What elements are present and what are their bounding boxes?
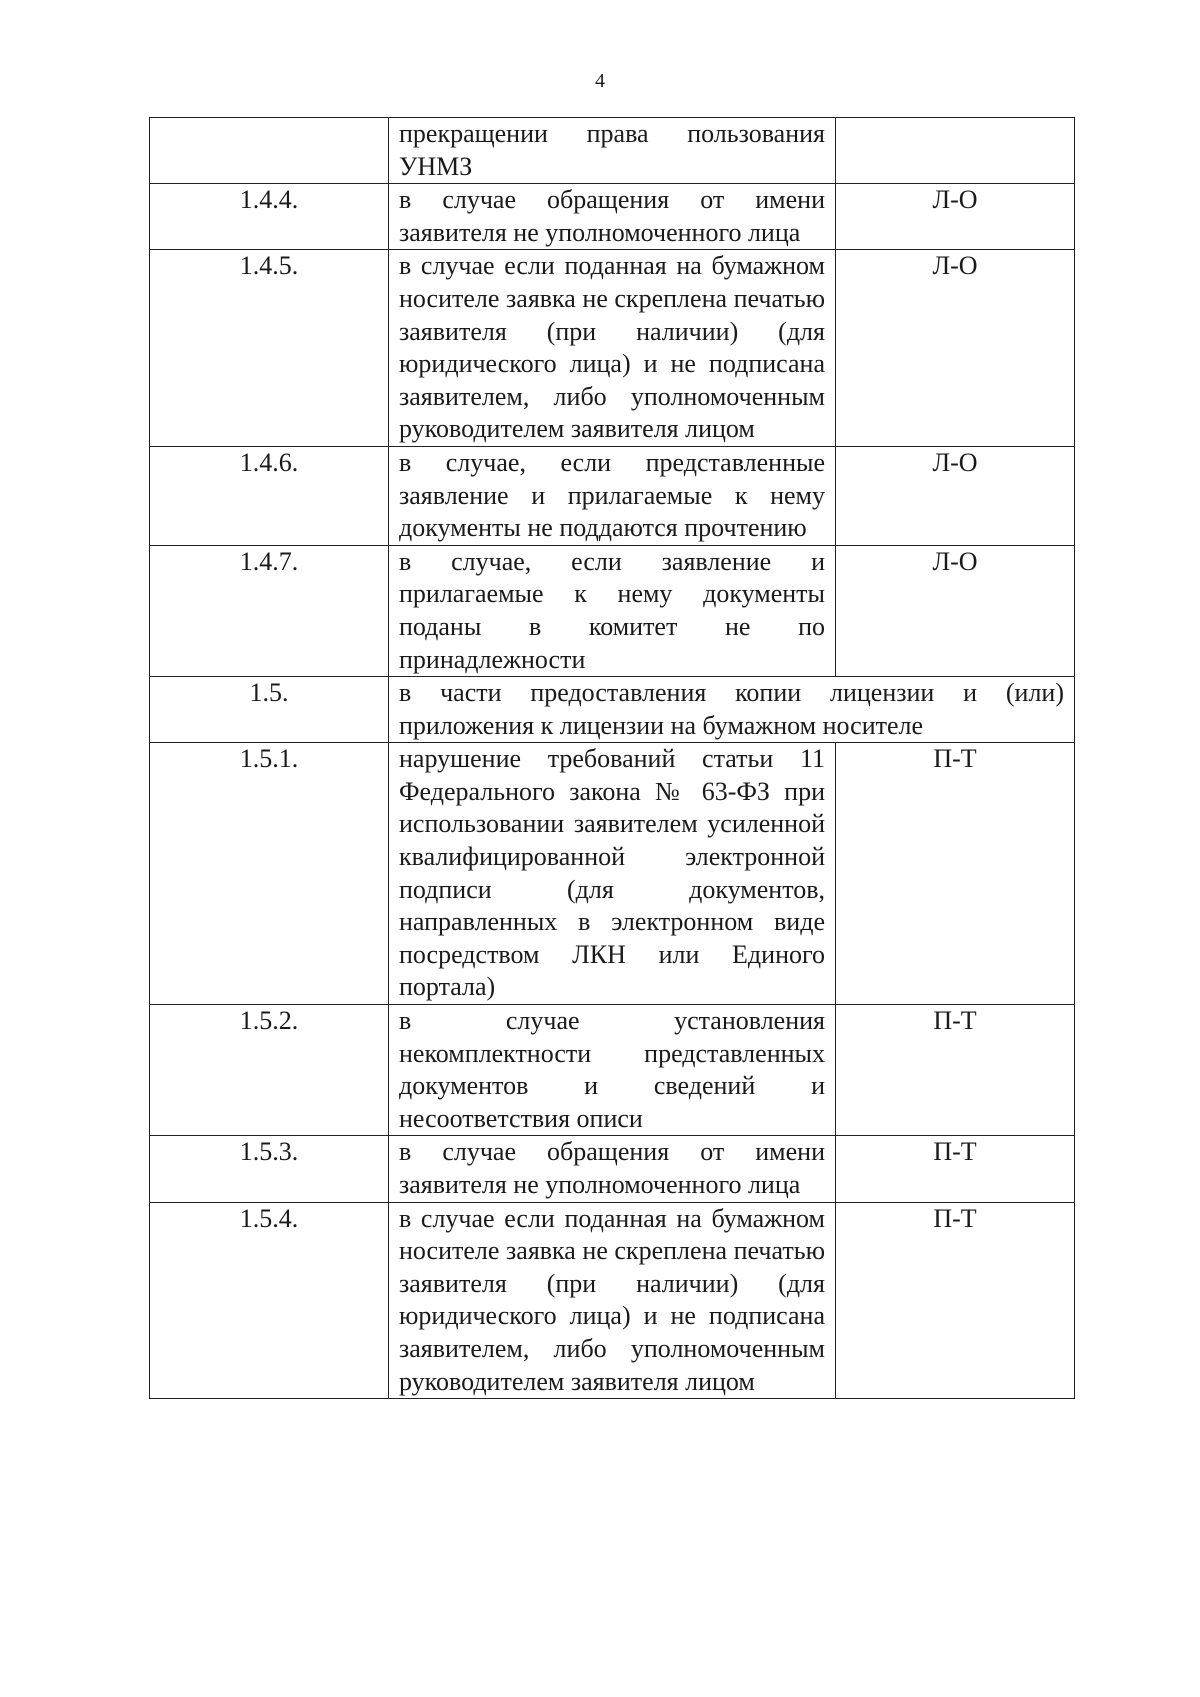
table-row: [150, 1136, 1075, 1202]
row-number: 1.5.4.: [150, 1202, 389, 1399]
row-code: Л-О: [836, 184, 1075, 250]
row-code: П-Т: [836, 1005, 1075, 1136]
table-row: [150, 1005, 1075, 1136]
row-code: Л-О: [836, 250, 1075, 447]
page-number: 4: [595, 70, 605, 92]
row-text: в случае если поданная на бумажном носителе заявка не скреплена печатью заявителя (при наличии) (для юридического лица) и не подписана заявителем, либо уполномоченным руководителем заявителя лицом: [389, 250, 836, 447]
row-text: в случае обращения от имени заявителя не уполномоченного лица: [389, 1136, 836, 1202]
row-code: П-Т: [836, 743, 1075, 1005]
table-row: [150, 184, 1075, 250]
row-code: Л-О: [836, 446, 1075, 545]
table-row: [150, 250, 1075, 447]
row-text: в случае обращения от имени заявителя не уполномоченного лица: [389, 184, 836, 250]
row-number: 1.5.3.: [150, 1136, 389, 1202]
row-number: [150, 118, 389, 184]
row-code: П-Т: [836, 1202, 1075, 1399]
row-number: 1.5.1.: [150, 743, 389, 1005]
row-number: 1.4.6.: [150, 446, 389, 545]
row-code: Л-О: [836, 545, 1075, 676]
row-number: 1.4.5.: [150, 250, 389, 447]
row-code: П-Т: [836, 1136, 1075, 1202]
row-text: нарушение требований статьи 11 Федерального закона № 63-ФЗ при использовании заявителем усиленной квалифицированной электронной подписи (для документов, направленных в электронном виде посредством ЛКН или Единого портала): [389, 743, 836, 1005]
table-row: [150, 743, 1075, 1005]
row-code: [836, 118, 1075, 184]
table-row-section: [150, 677, 1075, 743]
row-text: в случае, если представленные заявление и прилагаемые к нему документы не поддаются прочтению: [389, 446, 836, 545]
table-row: [150, 118, 1075, 184]
table-row: [150, 446, 1075, 545]
row-number: 1.5.2.: [150, 1005, 389, 1136]
table-row: [150, 545, 1075, 676]
row-number: 1.5.: [150, 677, 389, 743]
row-text: прекращении права пользования УНМЗ: [389, 118, 836, 184]
document-table: [149, 117, 1075, 1399]
row-text: в случае, если заявление и прилагаемые к нему документы поданы в комитет не по принадлежности: [389, 545, 836, 676]
row-text: в части предоставления копии лицензии и (или) приложения к лицензии на бумажном носителе: [389, 677, 1075, 743]
row-text: в случае установления некомплектности представленных документов и сведений и несоответствия описи: [389, 1005, 836, 1136]
row-text: в случае если поданная на бумажном носителе заявка не скреплена печатью заявителя (при наличии) (для юридического лица) и не подписана заявителем, либо уполномоченным руководителем заявителя лицом: [389, 1202, 836, 1399]
table-row: [150, 1202, 1075, 1399]
row-number: 1.4.4.: [150, 184, 389, 250]
row-number: 1.4.7.: [150, 545, 389, 676]
